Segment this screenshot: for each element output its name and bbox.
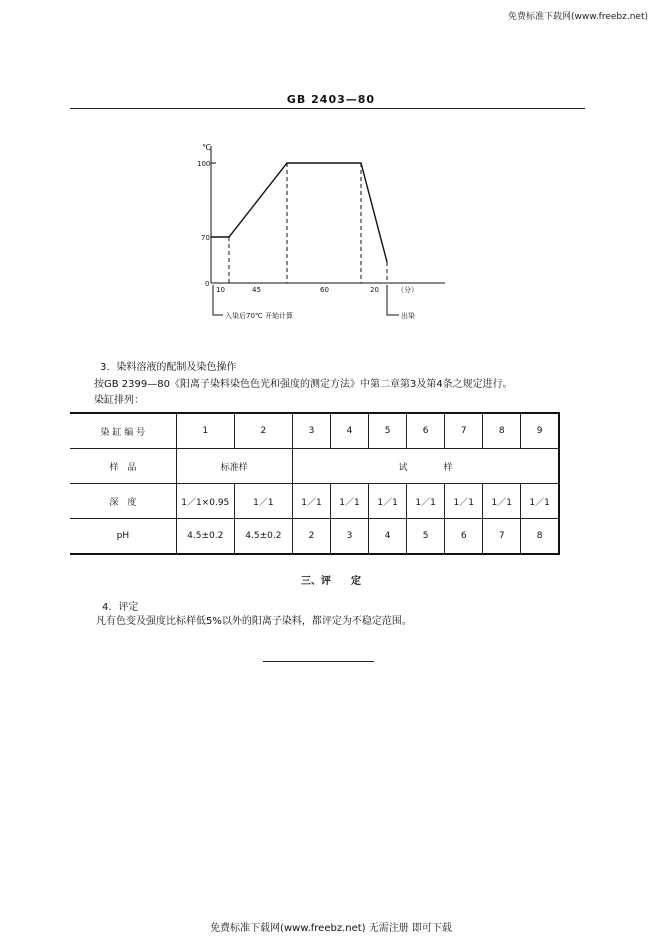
vat-number-cell: 6 xyxy=(407,413,445,449)
y-tick-0: 0 xyxy=(205,280,210,288)
ph-cell: 4.5±0.2 xyxy=(234,519,292,555)
y-tick-100: 100 xyxy=(197,160,211,168)
ph-cell: 4.5±0.2 xyxy=(176,519,234,555)
depth-cell: 1／1 xyxy=(483,484,521,519)
start-note: 入染后70℃ 开始计算 xyxy=(225,312,293,320)
ph-cell: 8 xyxy=(521,519,559,555)
row-label: pH xyxy=(70,519,176,555)
table-row-sample xyxy=(70,449,559,484)
end-rule xyxy=(263,661,374,662)
end-note: 出染 xyxy=(401,312,415,320)
section3-text: 按GB 2399—80《阳离子染料染色色光和强度的测定方法》中第二章第3及第4条之规定进行。 xyxy=(94,379,513,390)
section4-text: 凡有色变及强度比标样低5%以外的阳离子染料，都评定为不稳定范围。 xyxy=(96,616,412,627)
table-row-ph xyxy=(70,519,559,555)
standard-sample-cell: 标准样 xyxy=(176,449,292,484)
vat-number-cell: 1 xyxy=(176,413,234,449)
depth-cell: 1／1×0.95 xyxy=(176,484,234,519)
x-label-60: 60 xyxy=(320,286,329,294)
vat-number-cell: 3 xyxy=(292,413,330,449)
ph-cell: 2 xyxy=(292,519,330,555)
vat-number-cell: 9 xyxy=(521,413,559,449)
watermark-text: 免费标准下载网(www.freebz.net) xyxy=(508,12,648,22)
x-label-45: 45 xyxy=(252,286,261,294)
temperature-curve-chart xyxy=(195,138,455,328)
depth-cell: 1／1 xyxy=(234,484,292,519)
test-sample-cell: 试 样 xyxy=(292,449,559,484)
x-unit-label: （分） xyxy=(397,286,418,294)
section4-heading: 4．评定 xyxy=(102,602,139,613)
row-label: 染 缸 编 号 xyxy=(70,413,176,449)
vat-number-cell: 4 xyxy=(330,413,368,449)
section3-heading: 3．染料溶液的配制及染色操作 xyxy=(100,362,237,373)
depth-cell: 1／1 xyxy=(292,484,330,519)
ph-cell: 6 xyxy=(445,519,483,555)
depth-cell: 1／1 xyxy=(330,484,368,519)
ph-cell: 4 xyxy=(369,519,407,555)
row-label: 深 度 xyxy=(70,484,176,519)
row-label: 样 品 xyxy=(70,449,176,484)
vat-number-cell: 2 xyxy=(234,413,292,449)
vat-number-cell: 5 xyxy=(369,413,407,449)
depth-cell: 1／1 xyxy=(369,484,407,519)
ph-cell: 7 xyxy=(483,519,521,555)
header-rule xyxy=(70,108,585,109)
ph-cell: 3 xyxy=(330,519,368,555)
footer-text: 免费标准下载网(www.freebz.net) 无需注册 即可下载 xyxy=(210,923,452,934)
y-unit-label: ℃ xyxy=(202,143,211,152)
ph-cell: 5 xyxy=(407,519,445,555)
x-label-20: 20 xyxy=(370,286,379,294)
x-label-10: 10 xyxy=(216,286,225,294)
depth-cell: 1／1 xyxy=(521,484,559,519)
vat-arrangement-table xyxy=(70,412,560,555)
table-row-depth xyxy=(70,484,559,519)
vat-number-cell: 8 xyxy=(483,413,521,449)
depth-cell: 1／1 xyxy=(445,484,483,519)
y-tick-70: 70 xyxy=(201,234,210,242)
document-id: GB 2403—80 xyxy=(286,93,376,106)
table-row-vat-number xyxy=(70,413,559,449)
depth-cell: 1／1 xyxy=(407,484,445,519)
evaluation-section-title: 三、评 定 xyxy=(301,576,361,587)
vat-arrangement-label: 染缸排列： xyxy=(94,395,144,406)
vat-number-cell: 7 xyxy=(445,413,483,449)
